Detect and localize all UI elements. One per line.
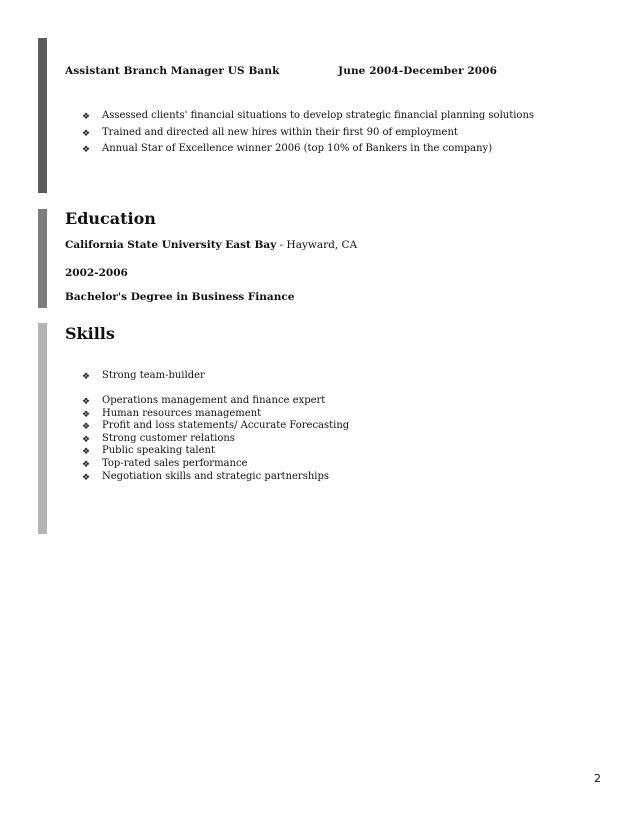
list-item: ❖ Strong customer relations — [82, 432, 235, 445]
skills-heading: Skills — [65, 324, 115, 343]
diamond-bullet-icon: ❖ — [82, 409, 91, 420]
school-location: - Hayward, CA — [276, 239, 358, 251]
section-bar-education — [38, 209, 47, 308]
experience-bullet-list — [82, 108, 534, 158]
section-bar-skills — [38, 323, 47, 534]
diamond-bullet-icon: ❖ — [82, 145, 91, 155]
list-item: ❖ Negotiation skills and strategic partnerships — [82, 470, 330, 483]
diamond-bullet-icon: ❖ — [82, 397, 91, 407]
list-item: ❖ Strong team-builder — [82, 370, 205, 382]
diamond-bullet-icon: ❖ — [82, 472, 91, 483]
list-item: ❖ Assessed clients' financial situations to develop strategic financial planning solutions — [82, 108, 534, 125]
job-dates: June 2004-December 2006 — [338, 65, 497, 77]
job-title: Assistant Branch Manager US Bank — [65, 65, 280, 77]
education-school-line — [65, 239, 357, 251]
diamond-bullet-icon: ❖ — [82, 112, 91, 122]
list-item: ❖ Top-rated sales performance — [82, 457, 248, 470]
diamond-bullet-icon: ❖ — [82, 372, 91, 382]
list-item: ❖ Profit and loss statements/ Accurate Forecasting — [82, 420, 350, 433]
education-degree: Bachelor's Degree in Business Finance — [65, 291, 295, 303]
diamond-bullet-icon: ❖ — [82, 459, 91, 470]
diamond-bullet-icon: ❖ — [82, 447, 91, 458]
list-item: ❖ Trained and directed all new hires within their first 90 of employment — [82, 125, 534, 142]
page-number: 2 — [594, 772, 601, 785]
list-item: ❖ Human resources management — [82, 407, 262, 420]
skills-list-primary — [82, 370, 205, 383]
diamond-bullet-icon: ❖ — [82, 422, 91, 433]
skills-list-secondary — [82, 395, 349, 483]
school-name: California State University East Bay — [65, 239, 277, 251]
education-years: 2002-2006 — [65, 267, 128, 279]
education-heading: Education — [65, 209, 156, 228]
list-item: ❖ Public speaking talent — [82, 445, 215, 458]
list-item: ❖ Annual Star of Excellence winner 2006 (top 10% of Bankers in the company) — [82, 141, 534, 158]
diamond-bullet-icon: ❖ — [82, 128, 91, 139]
diamond-bullet-icon: ❖ — [82, 434, 91, 445]
section-bar-experience — [38, 38, 47, 193]
list-item: ❖ Operations management and finance expert — [82, 395, 326, 407]
